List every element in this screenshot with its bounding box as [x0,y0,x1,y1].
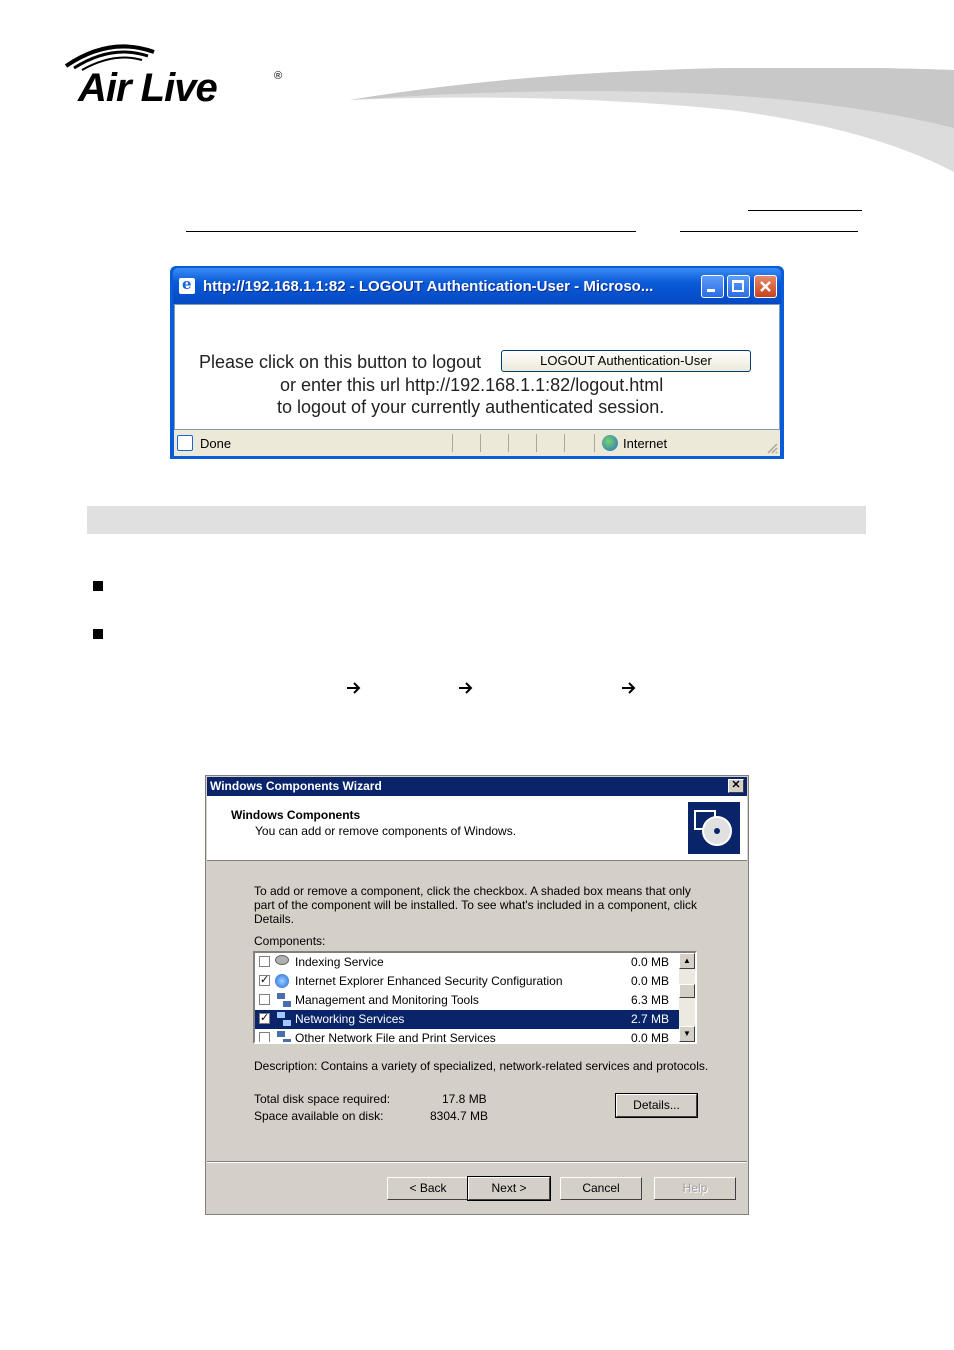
logout-instruction-line1: Please click on this button to logout [199,352,482,372]
logout-authentication-button[interactable]: LOGOUT Authentication-User [501,350,751,372]
logo-text: Air Live [78,66,217,110]
back-button[interactable]: < Back [387,1177,469,1200]
network-icon [275,993,291,1007]
component-checkbox[interactable]: ✓ [260,1012,270,1024]
component-size: 0.0 MB [631,974,670,988]
list-item[interactable] [255,991,679,1010]
disk-available-value: 8304.7 MB [430,1109,489,1123]
next-button[interactable]: Next > [468,1177,550,1200]
wizard-subheading: You can add or remove components of Windows. [255,824,517,838]
close-button[interactable] [754,275,777,298]
wizard-heading: Windows Components [231,808,361,822]
component-name: Networking Services [295,1012,405,1026]
details-button[interactable]: Details... [616,1094,697,1117]
arrow-right-icon [346,681,362,695]
status-zone-text: Internet [623,436,668,451]
ie-statusbar [174,430,780,456]
hyperlink-underline[interactable] [680,231,858,232]
wizard-components-icon [688,802,740,854]
scroll-thumb[interactable] [679,984,695,998]
ie-titlebar [173,268,781,304]
arrow-right-icon [621,681,637,695]
component-name: Internet Explorer Enhanced Security Configuration [295,974,563,988]
windows-components-wizard [205,775,749,1215]
network-icon [275,1012,291,1026]
disk-required-label: Total disk space required: [254,1092,391,1106]
page-done-icon [177,435,193,451]
component-checkbox[interactable] [259,994,270,1005]
header-swoosh-decoration [350,68,954,178]
list-item-selected[interactable] [255,1010,679,1029]
maximize-button[interactable] [727,275,750,298]
component-size: 0.0 MB [631,955,670,969]
wizard-header [207,796,747,861]
logo-registered-mark: ® [274,70,283,82]
ie-icon [179,278,195,294]
scroll-up-icon[interactable]: ▲ [679,953,695,969]
wizard-intro-line3: Details. [254,912,295,926]
cancel-button[interactable]: Cancel [560,1177,642,1200]
component-size: 0.0 MB [631,1031,670,1044]
logout-instruction-line3: to logout of your currently authenticated session. [277,397,665,417]
wizard-title: Windows Components Wizard [210,779,382,793]
component-name: Management and Monitoring Tools [295,993,479,1007]
close-icon [759,280,772,293]
components-list[interactable] [253,951,697,1044]
hyperlink-underline[interactable] [748,210,862,211]
wizard-close-button[interactable]: ✕ [728,779,744,793]
search-icon [275,955,291,969]
bullet-marker [93,629,103,639]
help-button[interactable]: Help [654,1177,736,1200]
component-name: Other Network File and Print Services [295,1031,496,1044]
component-checkbox[interactable] [259,1032,270,1043]
component-description: Description: Contains a variety of specialized, network-related services and protocols. [254,1059,709,1073]
ie-icon [275,974,291,988]
component-name: Indexing Service [295,955,384,969]
wizard-intro-line2: part of the component will be installed. To see what's included in a component, click [254,898,697,912]
internet-zone-icon [602,435,618,451]
ie-content-area [174,304,780,430]
disk-required-value: 17.8 MB [442,1092,487,1106]
component-size: 2.7 MB [631,1012,670,1026]
hyperlink-underline[interactable] [186,231,636,232]
status-done-text: Done [200,436,232,451]
network-icon [275,1031,291,1044]
wizard-titlebar [207,777,747,796]
arrow-right-icon [458,681,474,695]
list-item[interactable] [255,953,679,972]
bullet-marker [93,581,103,591]
minimize-button[interactable] [701,275,724,298]
scroll-down-icon[interactable]: ▼ [679,1026,695,1042]
resize-grip-icon[interactable] [766,442,778,454]
wizard-separator [207,1161,747,1163]
component-checkbox[interactable] [259,956,270,967]
ie-window-title: http://192.168.1.1:82 - LOGOUT Authentication-User - Microso... [203,278,654,295]
section-heading-bar [87,506,866,534]
component-checkbox[interactable]: ✓ [260,974,270,986]
list-item[interactable] [255,972,679,991]
component-size: 6.3 MB [631,993,670,1007]
list-item[interactable] [255,1029,679,1044]
wizard-intro-line1: To add or remove a component, click the checkbox. A shaded box means that only [254,884,691,898]
logout-instruction-line2: or enter this url http://192.168.1.1:82/logout.html [280,375,664,395]
disk-available-label: Space available on disk: [254,1109,384,1123]
ie-logout-window [170,266,784,459]
components-label: Components: [254,934,326,948]
list-scrollbar[interactable] [679,953,695,1042]
